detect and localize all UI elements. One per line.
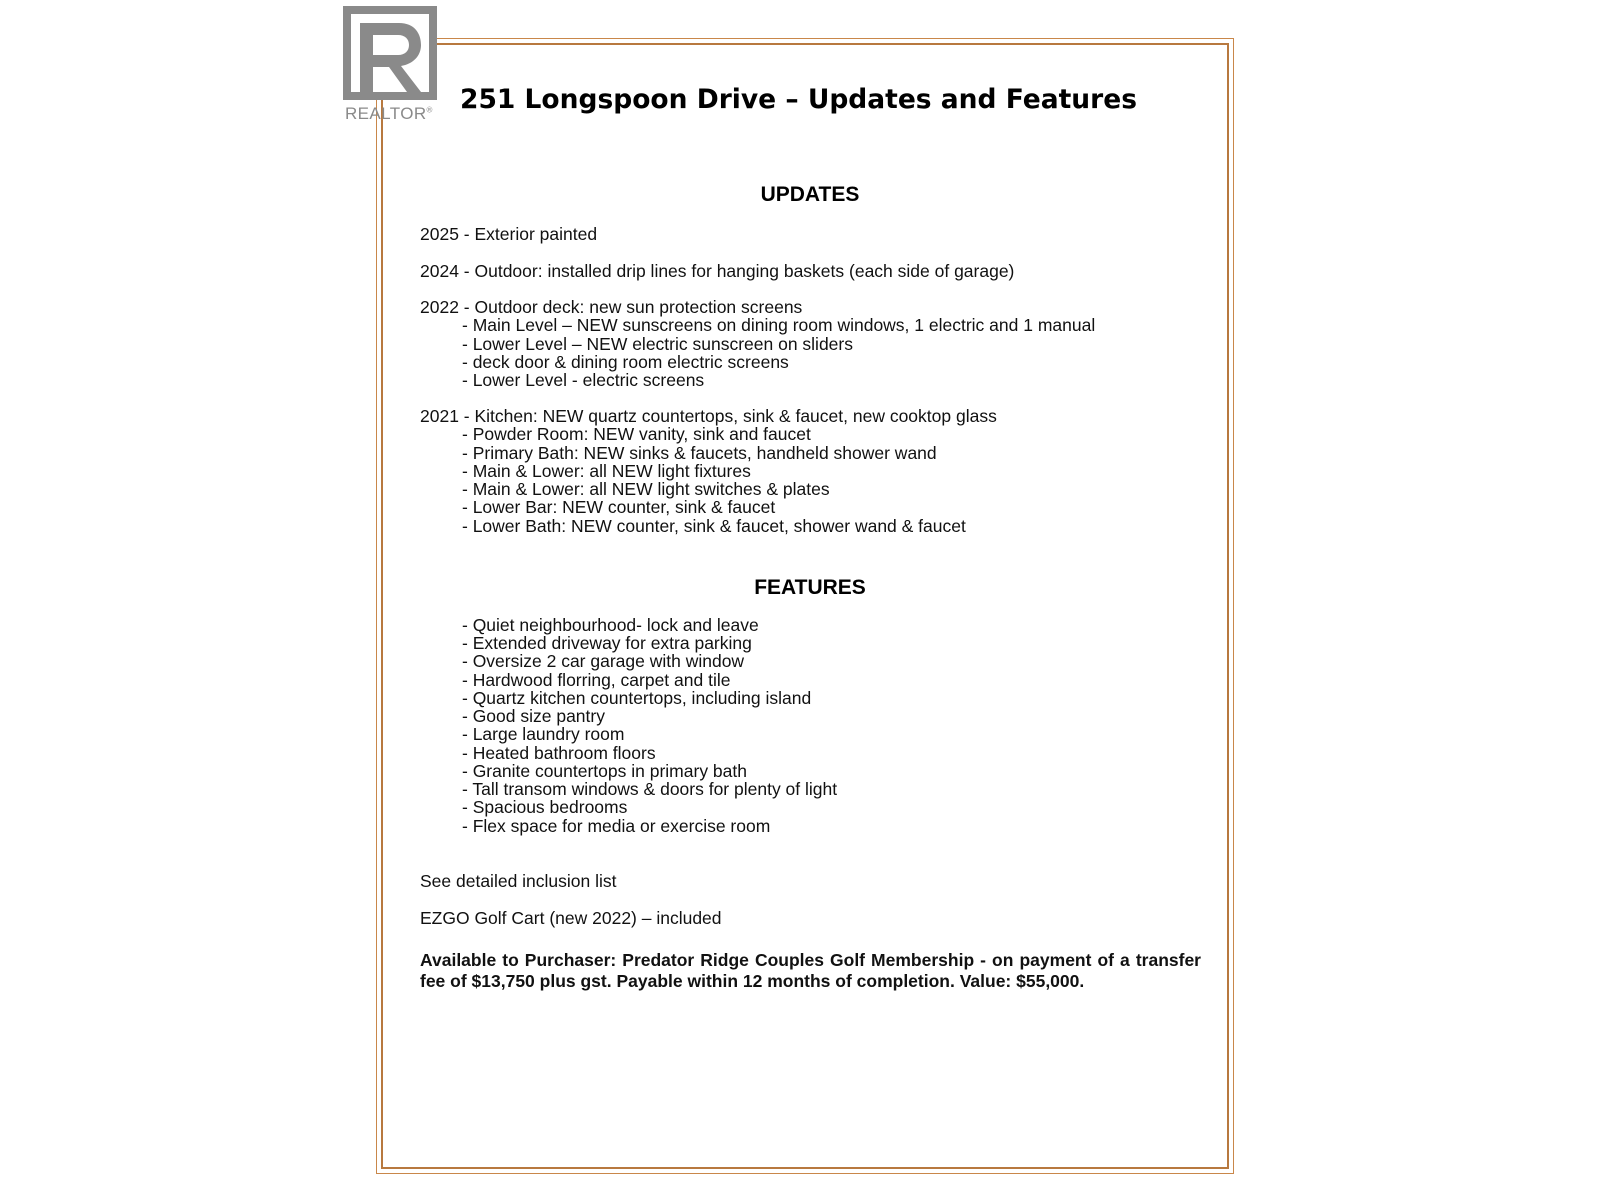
update-subline: - Lower Level - electric screens [462,370,705,390]
update-subline: - Lower Bath: NEW counter, sink & faucet, shower wand & faucet [462,516,966,536]
feature-item: - Hardwood florring, carpet and tile [462,670,731,690]
feature-item: - Quiet neighbourhood- lock and leave [462,615,759,635]
feature-item: - Good size pantry [462,706,605,726]
page-title: 251 Longspoon Drive – Updates and Features [460,84,1137,115]
update-line: 2024 - Outdoor: installed drip lines for hanging baskets (each side of garage) [420,261,1015,281]
feature-item: - Tall transom windows & doors for plenty of light [462,779,838,799]
feature-item: - Quartz kitchen countertops, including island [462,688,812,708]
feature-item: - Heated bathroom floors [462,743,656,763]
update-line: 2022 - Outdoor deck: new sun protection screens [420,297,803,317]
inclusion-note: See detailed inclusion list [420,871,617,891]
feature-item: - Flex space for media or exercise room [462,816,771,836]
membership-note: Available to Purchaser: Predator Ridge Couples Golf Membership - on payment of a transfer fee of $13,750 plus gst. Payable within 12 months of completion. Value: $55,000. [420,950,1201,991]
feature-item: - Large laundry room [462,724,625,744]
update-subline: - Powder Room: NEW vanity, sink and faucet [462,424,811,444]
update-subline: - Lower Level – NEW electric sunscreen on sliders [462,334,853,354]
realtor-logo-text: REALTOR® [345,104,433,123]
realtor-logo [343,6,449,128]
updates-heading: UPDATES [760,183,860,206]
realtor-r-icon [343,6,437,100]
update-line: 2025 - Exterior painted [420,224,598,244]
feature-item: - Oversize 2 car garage with window [462,651,745,671]
update-subline: - Main & Lower: all NEW light fixtures [462,461,751,481]
update-subline: - Main & Lower: all NEW light switches & plates [462,479,830,499]
feature-item: - Granite countertops in primary bath [462,761,747,781]
features-heading: FEATURES [754,576,866,599]
feature-item: - Spacious bedrooms [462,797,628,817]
feature-item: - Extended driveway for extra parking [462,633,752,653]
update-line: 2021 - Kitchen: NEW quartz countertops, sink & faucet, new cooktop glass [420,406,997,426]
update-subline: - deck door & dining room electric screens [462,352,789,372]
page-border-inner [381,43,1229,1169]
update-subline: - Lower Bar: NEW counter, sink & faucet [462,497,776,517]
golf-cart-note: EZGO Golf Cart (new 2022) – included [420,908,722,928]
update-subline: - Primary Bath: NEW sinks & faucets, handheld shower wand [462,443,937,463]
update-subline: - Main Level – NEW sunscreens on dining room windows, 1 electric and 1 manual [462,315,1096,335]
